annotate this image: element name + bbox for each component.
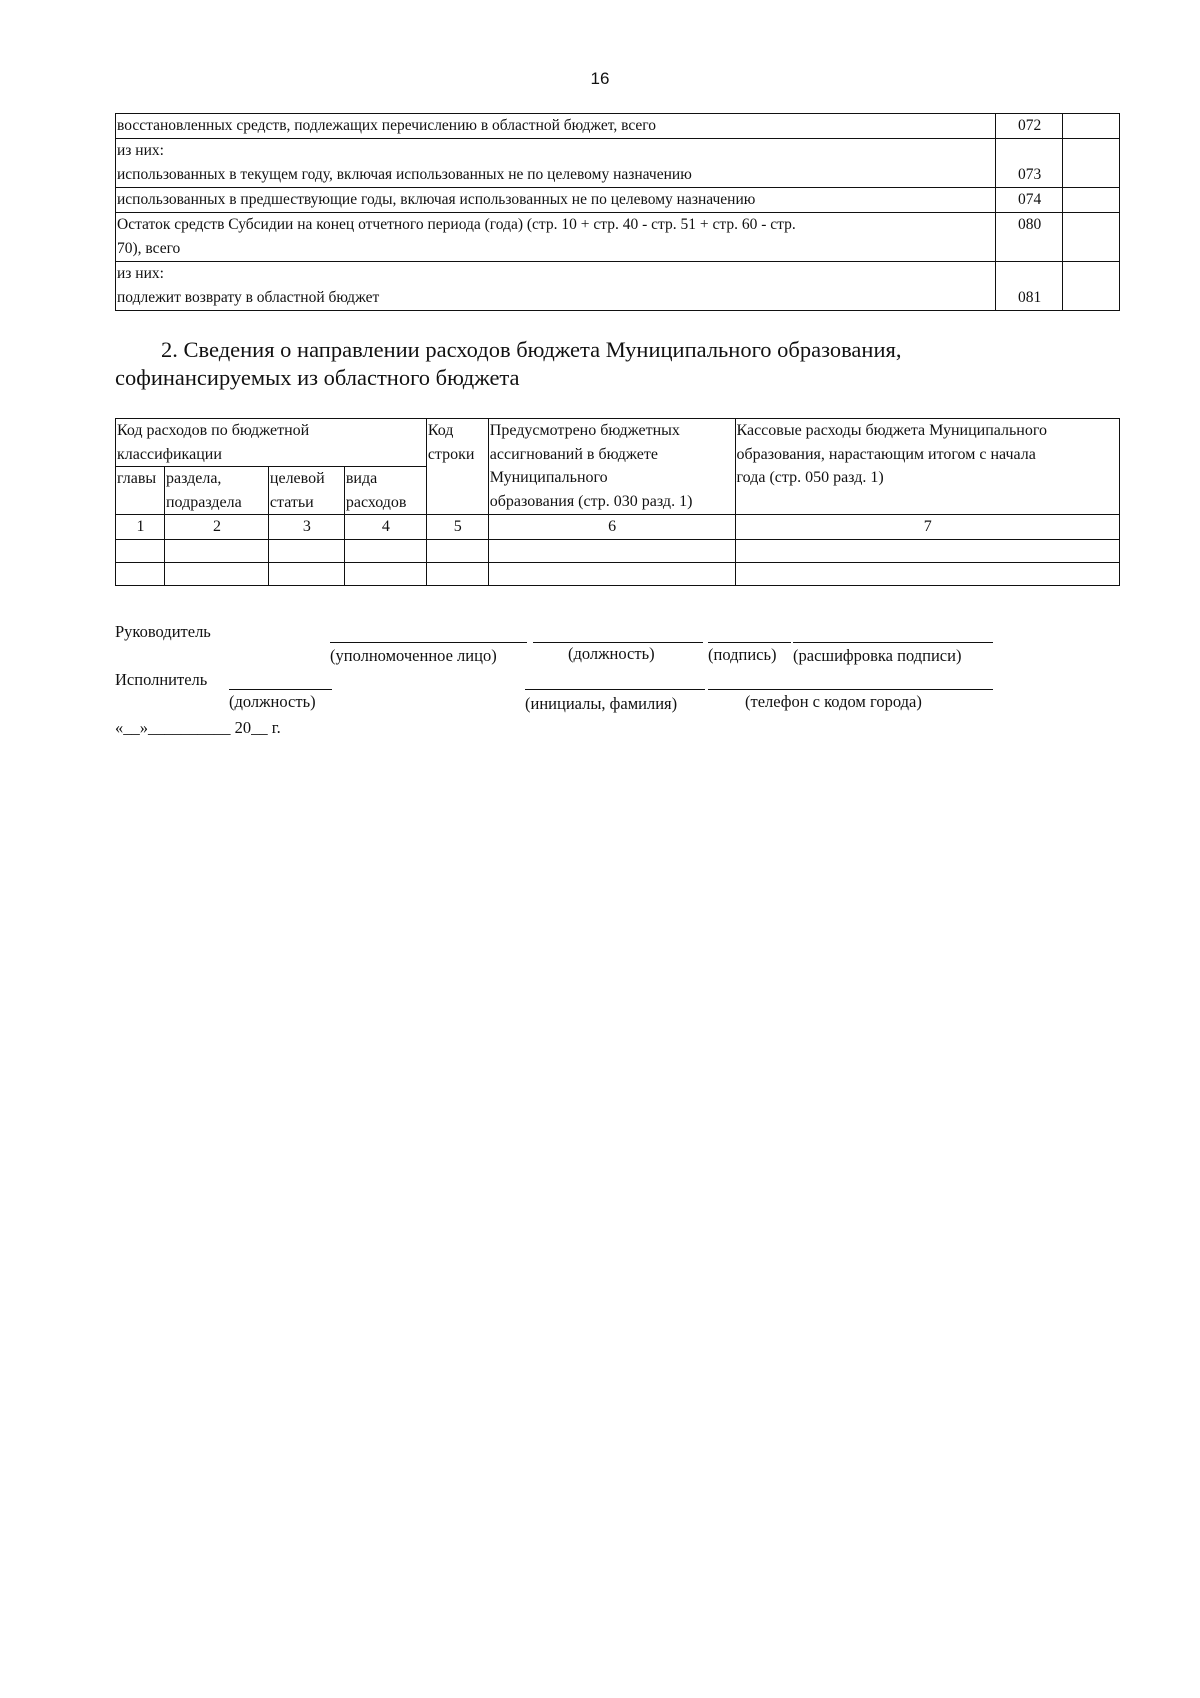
table-cell[interactable]: [735, 562, 1120, 585]
table-row: [116, 213, 1120, 262]
table-cell[interactable]: [488, 539, 735, 562]
table-cell[interactable]: [426, 539, 488, 562]
value-cell[interactable]: [1063, 188, 1120, 213]
date-line[interactable]: «__»__________ 20__ г.: [115, 718, 281, 737]
value-cell[interactable]: [1063, 213, 1120, 262]
column-number: 5: [426, 515, 488, 540]
header-expense-type: вида расходов: [344, 467, 426, 515]
row-label: из них: использованных в текущем году, включая использованных не по целевому назначению: [116, 139, 996, 188]
table-cell[interactable]: [344, 539, 426, 562]
header-cash-expenditures: Кассовые расходы бюджета Муниципального образования, нарастающим итогом с начала года (стр. 050 разд. 1): [735, 419, 1120, 515]
row-code: 081: [996, 262, 1063, 311]
column-number: 4: [344, 515, 426, 540]
phone-line[interactable]: [708, 689, 993, 690]
page-number: 16: [590, 69, 610, 88]
table-cell[interactable]: [268, 539, 344, 562]
position-caption: (должность): [568, 644, 655, 663]
table-cell[interactable]: [116, 539, 165, 562]
authorized-person-line[interactable]: [330, 642, 527, 643]
table-row: [116, 262, 1120, 311]
executor-position-line[interactable]: [229, 689, 332, 690]
signature-decoding-caption: (расшифровка подписи): [793, 646, 962, 665]
phone-caption: (телефон с кодом города): [745, 692, 922, 711]
row-code: 080: [996, 213, 1063, 262]
header-chapter: главы: [116, 467, 165, 515]
column-numbers-row: [116, 515, 1120, 540]
header-budget-classification: Код расходов по бюджетной классификации: [116, 419, 427, 467]
column-number: 7: [735, 515, 1120, 540]
position-line[interactable]: [533, 642, 703, 643]
row-label: использованных в предшествующие годы, включая использованных не по целевому назначению: [116, 188, 996, 213]
executor-position-caption: (должность): [229, 692, 316, 711]
subsidy-balance-table: [115, 113, 1120, 311]
initials-surname-caption: (инициалы, фамилия): [525, 694, 678, 713]
row-code: 073: [996, 139, 1063, 188]
table-cell[interactable]: [344, 562, 426, 585]
table-row: [116, 188, 1120, 213]
initials-surname-line[interactable]: [525, 689, 705, 690]
column-number: 2: [164, 515, 268, 540]
table-row: [116, 562, 1120, 585]
table-row: [116, 539, 1120, 562]
header-row: [116, 419, 1120, 467]
table-row: [116, 139, 1120, 188]
table-row: [116, 114, 1120, 139]
column-number: 3: [268, 515, 344, 540]
row-label: Остаток средств Субсидии на конец отчетного периода (года) (стр. 10 + стр. 40 - стр. 51 + стр. 60 - стр. 70), всего: [116, 213, 996, 262]
header-target-item: целевой статьи: [268, 467, 344, 515]
row-code: 072: [996, 114, 1063, 139]
header-planned-allocations: Предусмотрено бюджетных ассигнований в бюджете Муниципального образования (стр. 030 разд. 1): [488, 419, 735, 515]
row-code: 074: [996, 188, 1063, 213]
signature-decoding-line[interactable]: [793, 642, 993, 643]
table-cell[interactable]: [164, 539, 268, 562]
head-label: Руководитель: [115, 622, 211, 641]
value-cell[interactable]: [1063, 114, 1120, 139]
table-cell[interactable]: [488, 562, 735, 585]
signature-line[interactable]: [708, 642, 791, 643]
column-number: 6: [488, 515, 735, 540]
header-section: раздела, подраздела: [164, 467, 268, 515]
table-cell[interactable]: [735, 539, 1120, 562]
table-cell[interactable]: [426, 562, 488, 585]
section-heading: 2. Сведения о направлении расходов бюджета Муниципального образования, софинансируемых из областного бюджета: [115, 337, 902, 390]
value-cell[interactable]: [1063, 139, 1120, 188]
row-label: из них: подлежит возврату в областной бюджет: [116, 262, 996, 311]
executor-label: Исполнитель: [115, 670, 208, 689]
table-cell[interactable]: [164, 562, 268, 585]
signature-caption: (подпись): [708, 645, 777, 664]
column-number: 1: [116, 515, 165, 540]
authorized-person-caption: (уполномоченное лицо): [330, 646, 497, 665]
expenditure-table: [115, 418, 1120, 586]
table-cell[interactable]: [116, 562, 165, 585]
header-row-code: Код строки: [426, 419, 488, 515]
row-label: восстановленных средств, подлежащих перечислению в областной бюджет, всего: [116, 114, 996, 139]
value-cell[interactable]: [1063, 262, 1120, 311]
table-cell[interactable]: [268, 562, 344, 585]
